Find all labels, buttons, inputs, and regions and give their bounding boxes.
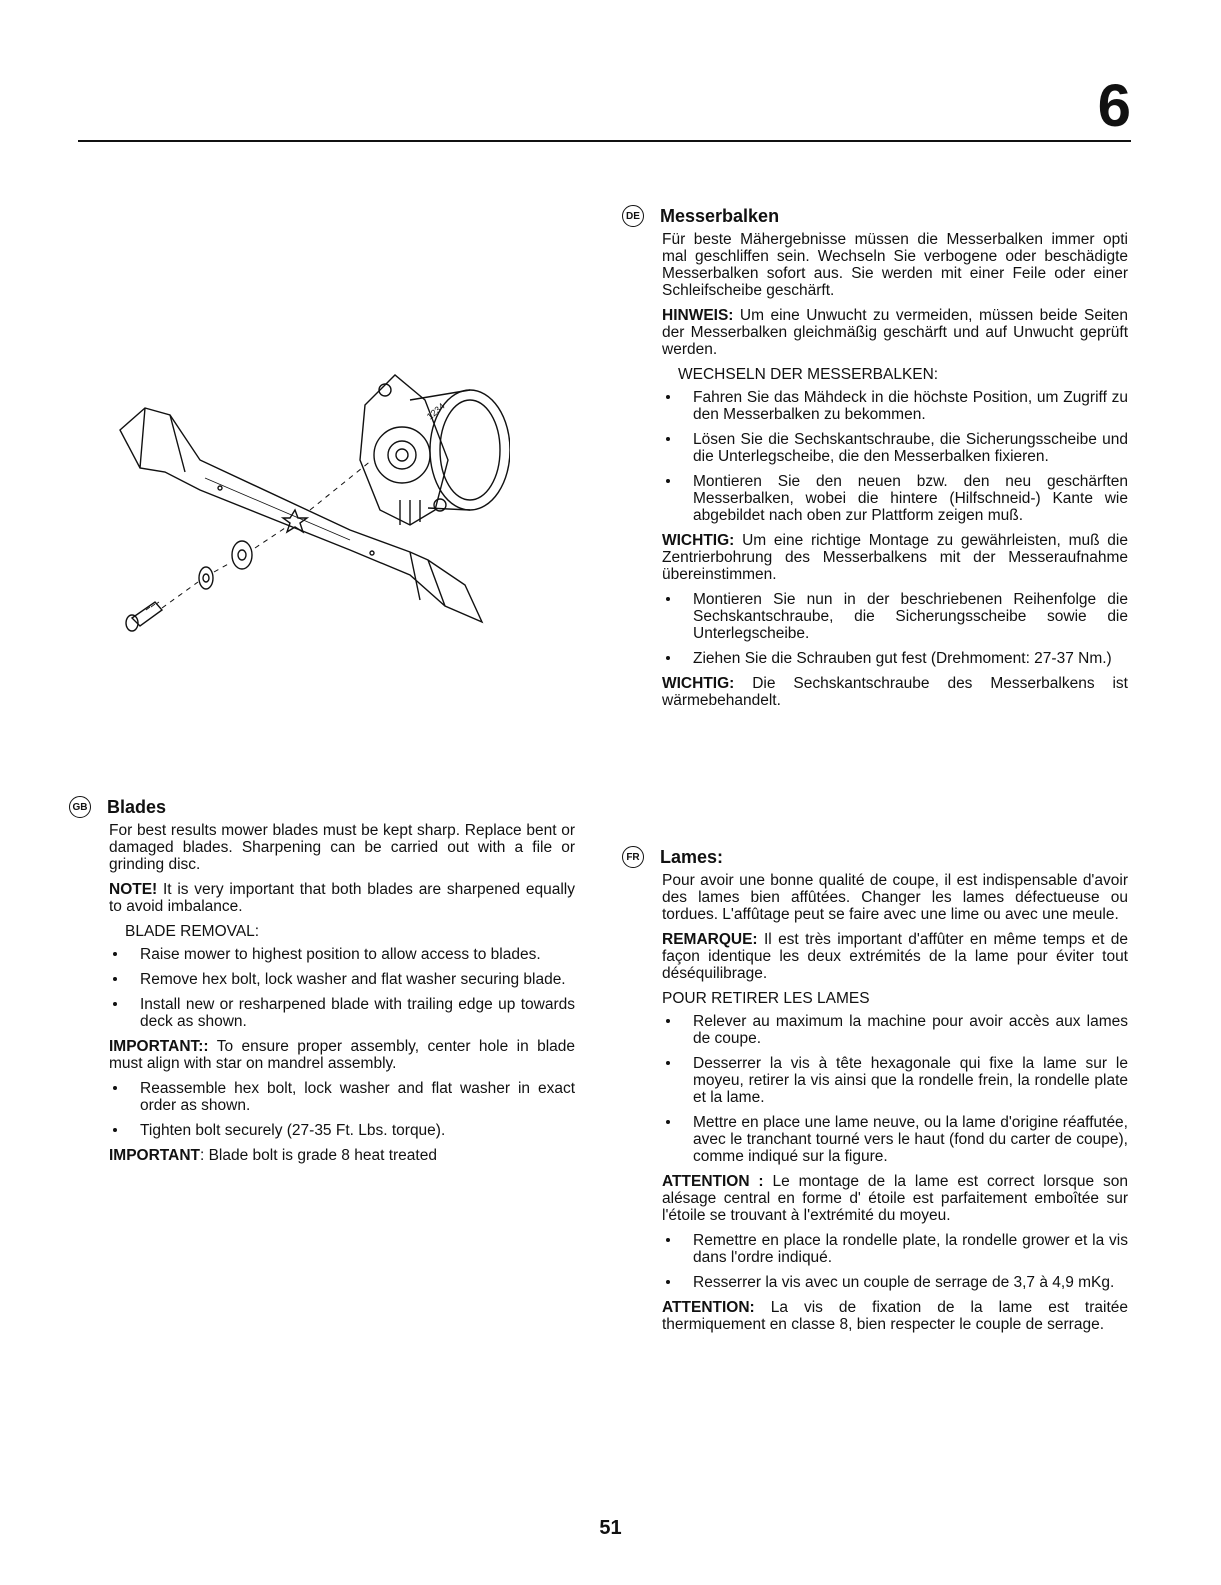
list-item: Montieren Sie nun in der beschriebenen Reihenfolge die Sechskantschraube, die Sicherungsscheibe sowie die Unterlegscheibe. [662, 591, 1128, 642]
fr-steps-list [662, 1013, 1128, 1165]
list-item: Montieren Sie den neuen bzw. den neu geschärften Messerbalken, wobei die hintere (Hilfschneid-) Kante wie abgebildet nach oben zur Plattform zeigen muß. [662, 473, 1128, 524]
de-note-text: Um eine Unwucht zu vermeiden, müssen beide Seiten der Messerbalken gleichmäßig geschärft und auf Unwucht geprüft werden. [662, 307, 1128, 358]
list-item: Reassemble hex bolt, lock washer and flat washer in exact order as shown. [109, 1080, 575, 1114]
fr-note-lead: REMARQUE: [662, 931, 758, 948]
fr-important-2-lead: ATTENTION: [662, 1299, 755, 1316]
section-de-title: Messerbalken [660, 205, 780, 226]
de-important-1 [662, 532, 1128, 583]
de-note-lead: HINWEIS: [662, 307, 734, 324]
de-note [662, 307, 1128, 358]
de-intro: Für beste Mähergebnisse müssen die Messerbalken immer opti mal geschliffen sein. Wechseln Sie verbogene oder beschädigte Messerbalken sofort aus. Sie werden mit einer Feile oder einer Schleifscheibe geschärft. [662, 231, 1128, 299]
gb-important-2-lead: IMPORTANT [109, 1147, 200, 1164]
gb-important-1-text: To ensure proper assembly, center hole in blade must align with star on mandrel assembly. [109, 1038, 575, 1072]
fr-important-1-lead: ATTENTION : [662, 1173, 764, 1190]
gb-important-2-text: : Blade bolt is grade 8 heat treated [199, 1147, 437, 1164]
fr-steps2-list [662, 1232, 1128, 1291]
fr-important-1-text: Le montage de la lame est correct lorsque son alésage central en forme d' étoile est parfaitement emboîtée sur l'étoile se trouvant à l'extrémité du moyeu. [662, 1173, 1128, 1224]
list-item: Relever au maximum la machine pour avoir accès aux lames de coupe. [662, 1013, 1128, 1047]
list-item: Mettre en place une lame neuve, ou la lame d'origine réaffutée, avec le tranchant tourné vers le haut (fond du carter de coupe), comme indiqué sur la figure. [662, 1114, 1128, 1165]
gb-important-1 [109, 1038, 575, 1072]
section-fr-heading [622, 846, 1128, 868]
section-de [626, 205, 1128, 717]
fr-note [662, 931, 1128, 982]
de-steps2-list [662, 591, 1128, 667]
de-important-1-text: Um eine richtige Montage zu gewährleisten, muß die Zentrierbohrung des Messerbalkens mit der Messeraufnahme übereinstimmen. [662, 532, 1128, 583]
section-gb-title: Blades [107, 796, 167, 817]
de-important-2-text: Die Sechskantschraube des Messerbalkens ist wärmebehandelt. [662, 675, 1128, 709]
fr-important-1 [662, 1173, 1128, 1224]
gb-note-text: It is very important that both blades are sharpened equally to avoid imbalance. [109, 881, 575, 915]
list-item: Desserrer la vis à tête hexagonale qui fixe la lame sur le moyeu, retirer la vis ainsi que la rondelle frein, la rondelle plate et la lame. [662, 1055, 1128, 1106]
section-gb [72, 796, 575, 1172]
list-item: Remove hex bolt, lock washer and flat washer securing blade. [109, 971, 575, 988]
gb-intro: For best results mower blades must be kept sharp. Replace bent or damaged blades. Sharpening can be carried out with a file or grinding disc. [109, 822, 575, 873]
gb-flag-icon: GB [69, 796, 91, 818]
list-item: Remettre en place la rondelle plate, la rondelle grower et la vis dans l'ordre indiqué. [662, 1232, 1128, 1266]
gb-important-2 [109, 1147, 575, 1164]
de-important-2-lead: WICHTIG: [662, 675, 735, 692]
de-important-2 [662, 675, 1128, 709]
list-item: Resserrer la vis avec un couple de serrage de 3,7 à 4,9 mKg. [662, 1274, 1128, 1291]
washers-and-bolt-drawing [126, 541, 252, 631]
list-item: Raise mower to highest position to allow access to blades. [109, 946, 575, 963]
mandrel-drawing [360, 375, 510, 525]
section-de-heading [622, 205, 1128, 227]
gb-removal-heading: BLADE REMOVAL: [125, 923, 260, 940]
list-item: Ziehen Sie die Schrauben gut fest (Drehmoment: 27-37 Nm.) [662, 650, 1128, 667]
list-item: Tighten bolt securely (27-35 Ft. Lbs. torque). [109, 1122, 575, 1139]
de-steps-list [662, 389, 1128, 524]
de-flag-icon: DE [622, 205, 644, 227]
list-item: Fahren Sie das Mähdeck in die höchste Position, um Zugriff zu den Messerbalken zu bekommen. [662, 389, 1128, 423]
section-gb-heading [69, 796, 575, 818]
fr-removal-heading: POUR RETIRER LES LAMES [662, 990, 870, 1007]
fr-important-2-text: La vis de fixation de la lame est traitée thermiquement en classe 8, bien respecter le couple de serrage. [662, 1299, 1128, 1333]
fr-note-text: Il est très important d'affûter en même temps et de façon identique les deux extrémités de la lame pour éviter tout déséquilibrage. [662, 931, 1128, 982]
blade-assembly-illustration [110, 360, 510, 650]
part-label: 1234 [424, 400, 447, 422]
section-fr [626, 846, 1128, 1341]
fr-important-2 [662, 1299, 1128, 1333]
gb-steps-list [109, 946, 575, 1030]
header-rule [78, 140, 1131, 142]
gb-steps2-list [109, 1080, 575, 1139]
list-item: Lösen Sie die Sechskantschraube, die Sicherungsscheibe und die Unterlegscheibe, die den Messerbalken fixieren. [662, 431, 1128, 465]
gb-note-lead: NOTE! [109, 881, 158, 898]
chapter-number: 6 [1097, 72, 1131, 139]
section-fr-title: Lames: [660, 846, 724, 867]
gb-note [109, 881, 575, 915]
page-number: 51 [599, 1517, 622, 1539]
de-important-1-lead: WICHTIG: [662, 532, 735, 549]
gb-important-1-lead: IMPORTANT:: [109, 1038, 209, 1055]
fr-flag-icon: FR [622, 846, 644, 868]
fr-intro: Pour avoir une bonne qualité de coupe, il est indispensable d'avoir des lames bien affûtées. Changer les lames défectueuse ou tordues. L'affûtage peut se faire avec une lime ou avec une meule. [662, 872, 1128, 923]
de-removal-heading: WECHSELN DER MESSERBALKEN: [678, 366, 939, 383]
list-item: Install new or resharpened blade with trailing edge up towards deck as shown. [109, 996, 575, 1030]
